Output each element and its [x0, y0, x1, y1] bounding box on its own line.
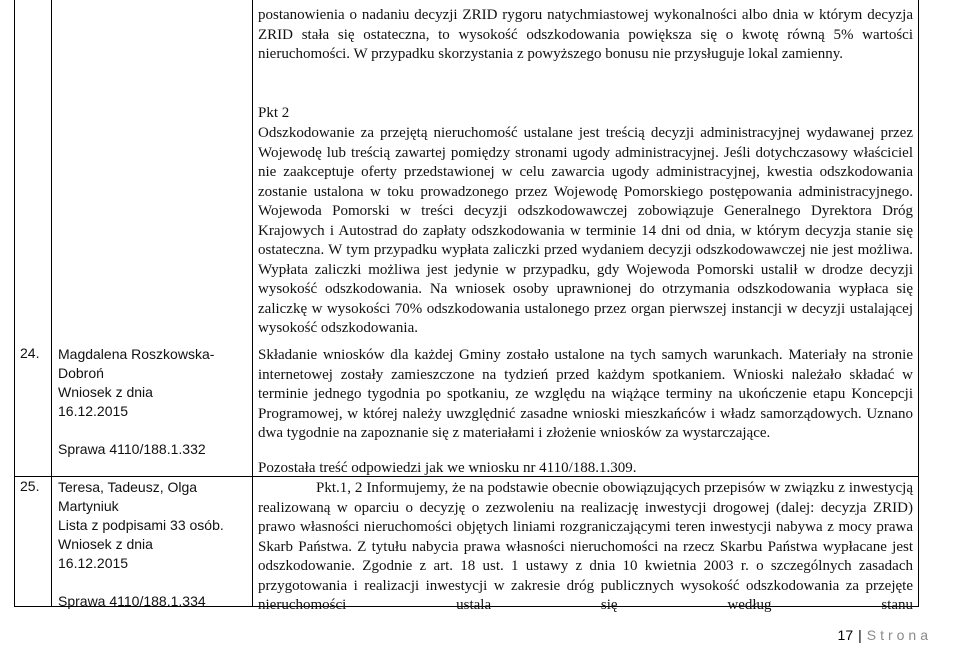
pkt2-body: Odszkodowanie za przejętą nieruchomość ustalane jest treścią decyzji administracyjnej wydawanej przez Wojewodę lub treścią zawartej pomiędzy stronami ugody administracyjnej. Jeśli dotychczasowy właściciel nie zaakceptuje oferty przedstawionej w celu zawarcia ugody administracyjnej, kwestia odszkodowania zostanie ustalona w toku prowadzonego przez Wojewodę Pomorskiego postępowania administracyjnego. Wojewoda Pomorski w treści decyzji odszkodowawczej zobowiązuje Generalnego Dyrektora Dróg Krajowych i Autostrad do zapłaty odszkodowania w terminie 14 dni od dnia, w którym decyzja stanie się ostateczna. W tym przypadku wypłata zaliczki przed wydaniem decyzji odszkodowawczej nie jest możliwa. Wypłata zaliczki możliwa jest jedynie w przypadku, gdy Wojewoda Pomorski ustalił w drodze decyzji wysokość odszkodowania. Na wniosek osoby uprawnionej do otrzymania odszkodowania wypłaca się zaliczkę w wysokości 70% odszkodowania ustalonego przez organ pierwszej instancji w decyzji ustalającej wysokość odszkodowania. — [258, 125, 913, 336]
entry-name-line2: Martyniuk — [58, 498, 119, 514]
entry-request-label: Wniosek z dnia — [58, 384, 153, 400]
pkt12-text: Pkt.1, 2 Informujemy, że na podstawie obecnie obowiązujących przepisów w związku z inwestycją realizowaną w oparciu o decyzję o zezwoleniu na realizację inwestycji drogowej (dalej: decyzja ZRID) prawo własności nieruchomości objętych liniami rozgraniczającymi teren inwestycji nabywa z mocy prawa Skarb Państwa. Z tytułu nabycia prawa własności nieruchomości na rzecz Skarbu Państwa wypłacane jest odszkodowanie. Zgodnie z art. 18 ust. 1 ustawy z dnia 10 kwietnia 2003 r. o szczególnych zasadach przygotowania i realizacji inwestycji w zakresie dróg publicznych wysokość odszkodowania za przejęte nieruchomości ustala się według stanu — [258, 480, 913, 613]
entry-number: 25. — [20, 478, 40, 494]
footer-page-word: Strona — [866, 627, 932, 643]
entry-signature-list: Lista z podpisami 33 osób. — [58, 517, 224, 533]
table-left-border — [14, 0, 15, 606]
entry-date: 16.12.2015 — [58, 555, 129, 571]
entry-case-number: Sprawa 4110/188.1.332 — [58, 441, 206, 457]
column-divider-1 — [51, 0, 52, 606]
top-paragraph: postanowienia o nadaniu decyzji ZRID rygoru natychmiastowej wykonalności albo dnia w którym decyzja ZRID stała się ostateczna, to wysokość odszkodowania powiększa się o kwotę równą 5% wartości nieruchomości. W przypadku skorzystania z powyższego bonusu nie przysługuje lokal zamienny. — [258, 7, 913, 62]
entry-details — [58, 345, 248, 459]
pkt2-heading: Pkt 2 — [258, 105, 290, 121]
table-right-border — [918, 0, 919, 606]
page-number: 17 — [837, 627, 854, 643]
page-footer — [838, 627, 932, 643]
entry-case-number: Sprawa 4110/188.1.334 — [58, 593, 206, 609]
entry-request-label: Wniosek z dnia — [58, 536, 153, 552]
remaining-reference: Pozostała treść odpowiedzi jak we wniosku nr 4110/188.1.309. — [258, 460, 637, 476]
entry-name-line1: Teresa, Tadeusz, Olga — [58, 479, 198, 495]
entry-name-line2: Dobroń — [58, 365, 104, 381]
column-divider-2 — [252, 0, 253, 606]
entry-date: 16.12.2015 — [58, 403, 129, 419]
pkt12-paragraph — [258, 479, 913, 616]
entry-details — [58, 478, 248, 611]
entry-name-line1: Magdalena Roszkowska- — [58, 346, 215, 362]
second-paragraph: Składanie wniosków dla każdej Gminy zostało ustalone na tych samych warunkach. Materiały na stronie internetowej zostały zamieszczone na tydzień przed każdym spotkaniem. Wnioski należało składać w terminie jednego tygodnia po spotkaniu, ze względu na wiążące terminy na ukończenie etapu Koncepcji Programowej, w której należy uwzględnić zasadne wnioski mieszkańców i władz samorządowych. Uznano dwa tygodnie na zapoznanie się z materiałami i złożenie wniosków za wystarczające. — [258, 347, 913, 441]
entry-number: 24. — [20, 345, 40, 361]
footer-separator: | — [858, 627, 862, 643]
